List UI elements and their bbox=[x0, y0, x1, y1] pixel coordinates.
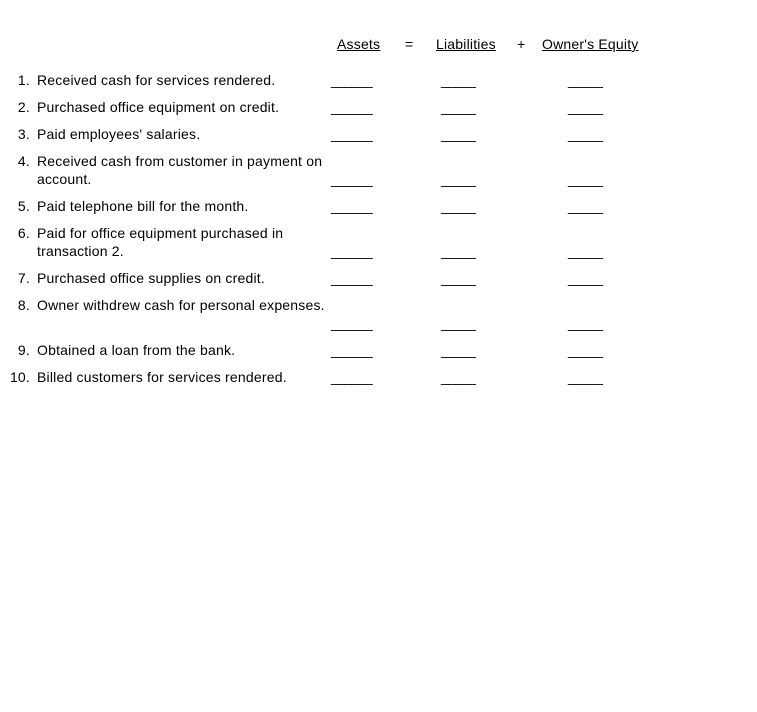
assets-blank[interactable]: ______ bbox=[331, 369, 372, 385]
assets-blank[interactable]: ______ bbox=[331, 72, 372, 88]
owners-equity-blank[interactable]: _____ bbox=[568, 126, 602, 142]
owners-equity-blank[interactable]: _____ bbox=[568, 315, 602, 331]
transaction-description: Owner withdrew cash for personal expenses. bbox=[37, 297, 325, 313]
plus-sign: + bbox=[517, 36, 526, 52]
assets-blank[interactable]: ______ bbox=[331, 342, 372, 358]
owners-equity-blank[interactable]: _____ bbox=[568, 243, 602, 259]
owners-equity-header: Owner's Equity bbox=[542, 36, 639, 52]
transaction-number: 10. bbox=[9, 369, 30, 385]
liabilities-blank[interactable]: _____ bbox=[441, 342, 475, 358]
owners-equity-blank[interactable]: _____ bbox=[568, 270, 602, 286]
transaction-row bbox=[0, 98, 757, 125]
owners-equity-blank[interactable]: _____ bbox=[568, 72, 602, 88]
transaction-row bbox=[0, 224, 757, 269]
transaction-description: Obtained a loan from the bank. bbox=[37, 342, 236, 358]
equals-sign: = bbox=[405, 36, 414, 52]
transaction-description: Purchased office supplies on credit. bbox=[37, 270, 265, 286]
transaction-number: 6. bbox=[17, 225, 30, 241]
transaction-description: Paid employees' salaries. bbox=[37, 126, 201, 142]
transaction-description: Paid telephone bill for the month. bbox=[37, 198, 249, 214]
liabilities-blank[interactable]: _____ bbox=[441, 72, 475, 88]
assets-blank[interactable]: ______ bbox=[331, 270, 372, 286]
liabilities-blank[interactable]: _____ bbox=[441, 243, 475, 259]
transaction-number: 2. bbox=[17, 99, 30, 115]
transaction-description: Paid for office equipment purchased in transaction 2. bbox=[37, 225, 284, 259]
transaction-row bbox=[0, 71, 757, 98]
transaction-row bbox=[0, 341, 757, 368]
transaction-number: 4. bbox=[17, 153, 30, 169]
assets-blank[interactable]: ______ bbox=[331, 171, 372, 187]
assets-blank[interactable]: ______ bbox=[331, 126, 372, 142]
liabilities-blank[interactable]: _____ bbox=[441, 171, 475, 187]
assets-blank[interactable]: ______ bbox=[331, 315, 372, 331]
transaction-row bbox=[0, 269, 757, 296]
liabilities-blank[interactable]: _____ bbox=[441, 126, 475, 142]
transaction-row bbox=[0, 296, 757, 341]
liabilities-blank[interactable]: _____ bbox=[441, 99, 475, 115]
transaction-row bbox=[0, 152, 757, 197]
transaction-number: 3. bbox=[17, 126, 30, 142]
liabilities-blank[interactable]: _____ bbox=[441, 270, 475, 286]
transaction-list bbox=[0, 71, 757, 395]
assets-blank[interactable]: ______ bbox=[331, 99, 372, 115]
transaction-number: 1. bbox=[17, 72, 30, 88]
transaction-description: Received cash from customer in payment on account. bbox=[37, 153, 323, 187]
transaction-row bbox=[0, 125, 757, 152]
liabilities-blank[interactable]: _____ bbox=[441, 315, 475, 331]
assets-blank[interactable]: ______ bbox=[331, 198, 372, 214]
owners-equity-blank[interactable]: _____ bbox=[568, 171, 602, 187]
owners-equity-blank[interactable]: _____ bbox=[568, 198, 602, 214]
liabilities-blank[interactable]: _____ bbox=[441, 198, 475, 214]
transaction-row bbox=[0, 368, 757, 395]
liabilities-blank[interactable]: _____ bbox=[441, 369, 475, 385]
transaction-description: Billed customers for services rendered. bbox=[37, 369, 287, 385]
transaction-row bbox=[0, 197, 757, 224]
transaction-description: Received cash for services rendered. bbox=[37, 72, 276, 88]
transaction-number: 7. bbox=[17, 270, 30, 286]
assets-header: Assets bbox=[337, 36, 381, 52]
transaction-description: Purchased office equipment on credit. bbox=[37, 99, 280, 115]
liabilities-header: Liabilities bbox=[436, 36, 496, 52]
transaction-number: 5. bbox=[17, 198, 30, 214]
transaction-number: 8. bbox=[17, 297, 30, 313]
assets-blank[interactable]: ______ bbox=[331, 243, 372, 259]
owners-equity-blank[interactable]: _____ bbox=[568, 342, 602, 358]
column-header-row bbox=[0, 35, 757, 53]
owners-equity-blank[interactable]: _____ bbox=[568, 369, 602, 385]
owners-equity-blank[interactable]: _____ bbox=[568, 99, 602, 115]
transaction-number: 9. bbox=[17, 342, 30, 358]
